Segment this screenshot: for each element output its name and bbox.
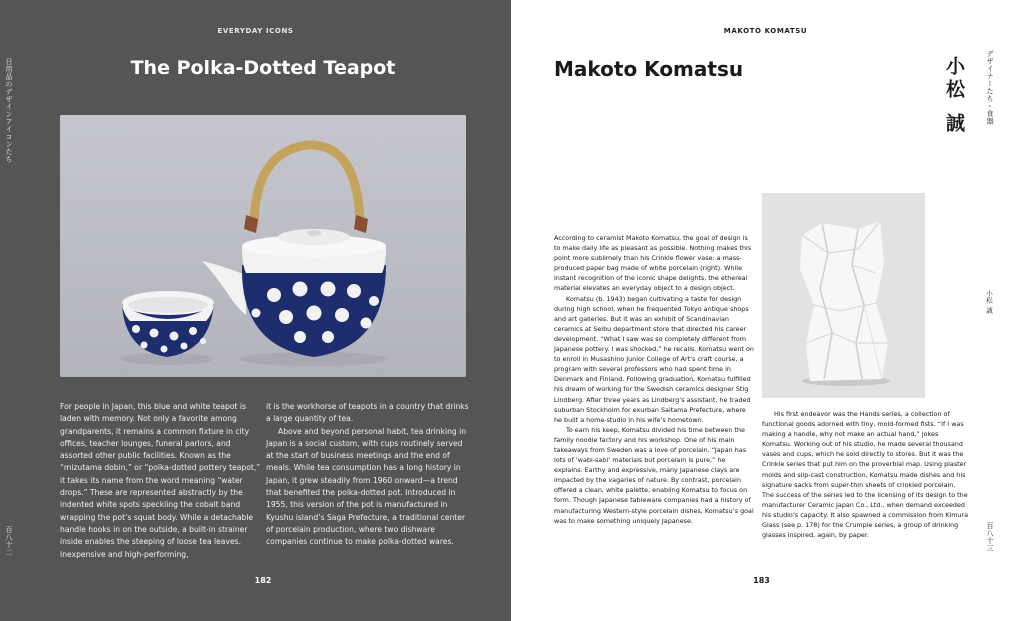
folio-left: 182 [254,576,272,585]
running-head-right: MAKOTO KOMATSU [723,27,808,35]
right-column-1 [554,233,754,526]
running-head-left: EVERYDAY ICONS [217,27,294,35]
right-column-2 [762,409,969,540]
crinkle-vase-photo [762,193,925,398]
paragraph: To earn his keep, Komatsu divided his time between the family noodle factory and his workshop. One of his main takeaways from Sweden was a love of porcelain. “Japan has lots of ‘wabi-sabi’ materials but porcelain is pure,” he explains. Earthy and expressive, many Japanese clays are impacted by the vagaries of nature. By contrast, porcelain offered a clean, white palette, enabling Komatsu to focus on form. Though Japanese tableware companies had a history of manufacturing Western-style porcelain dishes, Komatsu’s goal was to make something uniquely Japanese. [554,425,754,525]
paragraph: Komatsu (b. 1943) began cultivating a taste for design during high school, when he frequented Tokyo antique shops and art galleries. But it was an exhibit of Scandinavian ceramics at Seibu department store that directed his career development. “What I saw was so completely different from Japanese pottery. I was shocked,” he recalls. Komatsu went on to enroll in Musashino Junior College of Art’s craft course, a program with several professors who had spent time in Denmark and Finland. Following graduation, Komatsu fulfilled his dream of working for the Swedish ceramics designer Stig Lindberg. After three years as Lindberg’s assistant, he traded suburban Stockholm for exurban Saitama Prefecture, where he built a home-studio in his wife’s hometown. [554,294,754,424]
crinkle-vase-icon [762,193,925,398]
paragraph: it is the workhorse of teapots in a country that drinks a large quantity of tea. [266,402,469,424]
side-vertical-right: デザイナーたち・食器 [986,50,994,125]
side-vertical-left: 日用品のデザインアイコンたち [5,58,13,163]
paragraph: His first endeavor was the Hands series, a collection of functional goods adorned with tiny, mold-formed fists. “If I was making a handle, why not make an actual hand,” jokes Komatsu. Working out of his studio, he made several thousand vases and cups, which he sold directly to stores. But it was the Crinkle series that put him on the proverbial map. Using plaster molds and slip-cast construction, Komatsu made dishes and his signature sacks from super-thin sheets of crinkled porcelain. The success of the series led to the licensing of its design to the manufacturer Ceramic Japan Co., Ltd., when demand exceeded his studio’s capacity. It also spawned a commission from Kimura Glass (see p. 178) for the Crumple series, a group of drinking glasses inspired, again, by paper. [762,410,969,540]
page-title-right: Makoto Komatsu [554,57,744,81]
page-title-left: The Polka-Dotted Teapot [130,57,396,79]
side-page-kanji-right: 百八十三 [986,522,994,552]
paragraph: Above and beyond personal habit, tea drinking in Japan is a social custom, with cups routinely served at the start of business meetings and the end of meals. While tea consumption has a long history in Japan, it grew steadily from 1960 onward—a trend that benefited the polka-dotted pot. Introduced in 1955, this version of the pot is manufactured in Kyushu island’s Saga Prefecture, a traditional center of porcelain production, where two dishware companies continue to make polka-dotted wares. [266,426,467,547]
name-kanji: 小松 誠 [943,56,965,136]
teapot-photo [60,115,466,377]
left-column-1 [60,401,262,561]
paragraph: According to ceramist Makoto Komatsu, the goal of design is to make daily life as pleasant as possible. Nothing makes this point more sublimely than his Crinkle flower vase: a mass-produced paper bag made of white porcelain (right). While instant recognition of the iconic shape delights, the ethereal material elevates an everyday object to a design object. [554,234,752,293]
side-small-name: 小松 誠 [985,290,993,314]
folio-right: 183 [753,576,770,585]
teapot-illustration-icon [60,115,466,377]
side-page-kanji-left: 百八十二 [5,526,13,556]
left-column-2 [266,401,472,549]
paragraph: For people in Japan, this blue and white teapot is laden with memory. Not only a favorite among grandparents, it remains a common fixture in city offices, teacher lounges, funeral parlors, and assorted other public facilities. Known as the “mizutama dobin,” or “polka-dotted pottery teapot,” it takes its name from the word meaning “water drops.” These are represented abstractly by the indented white spots speckling the cobalt band wrapping the pot’s squat body. While a detachable handle hooks in on the outside, a built-in strainer inside enables the steeping of loose tea leaves. Inexpensive and high-performing, [60,402,261,559]
right-page [511,0,1020,621]
